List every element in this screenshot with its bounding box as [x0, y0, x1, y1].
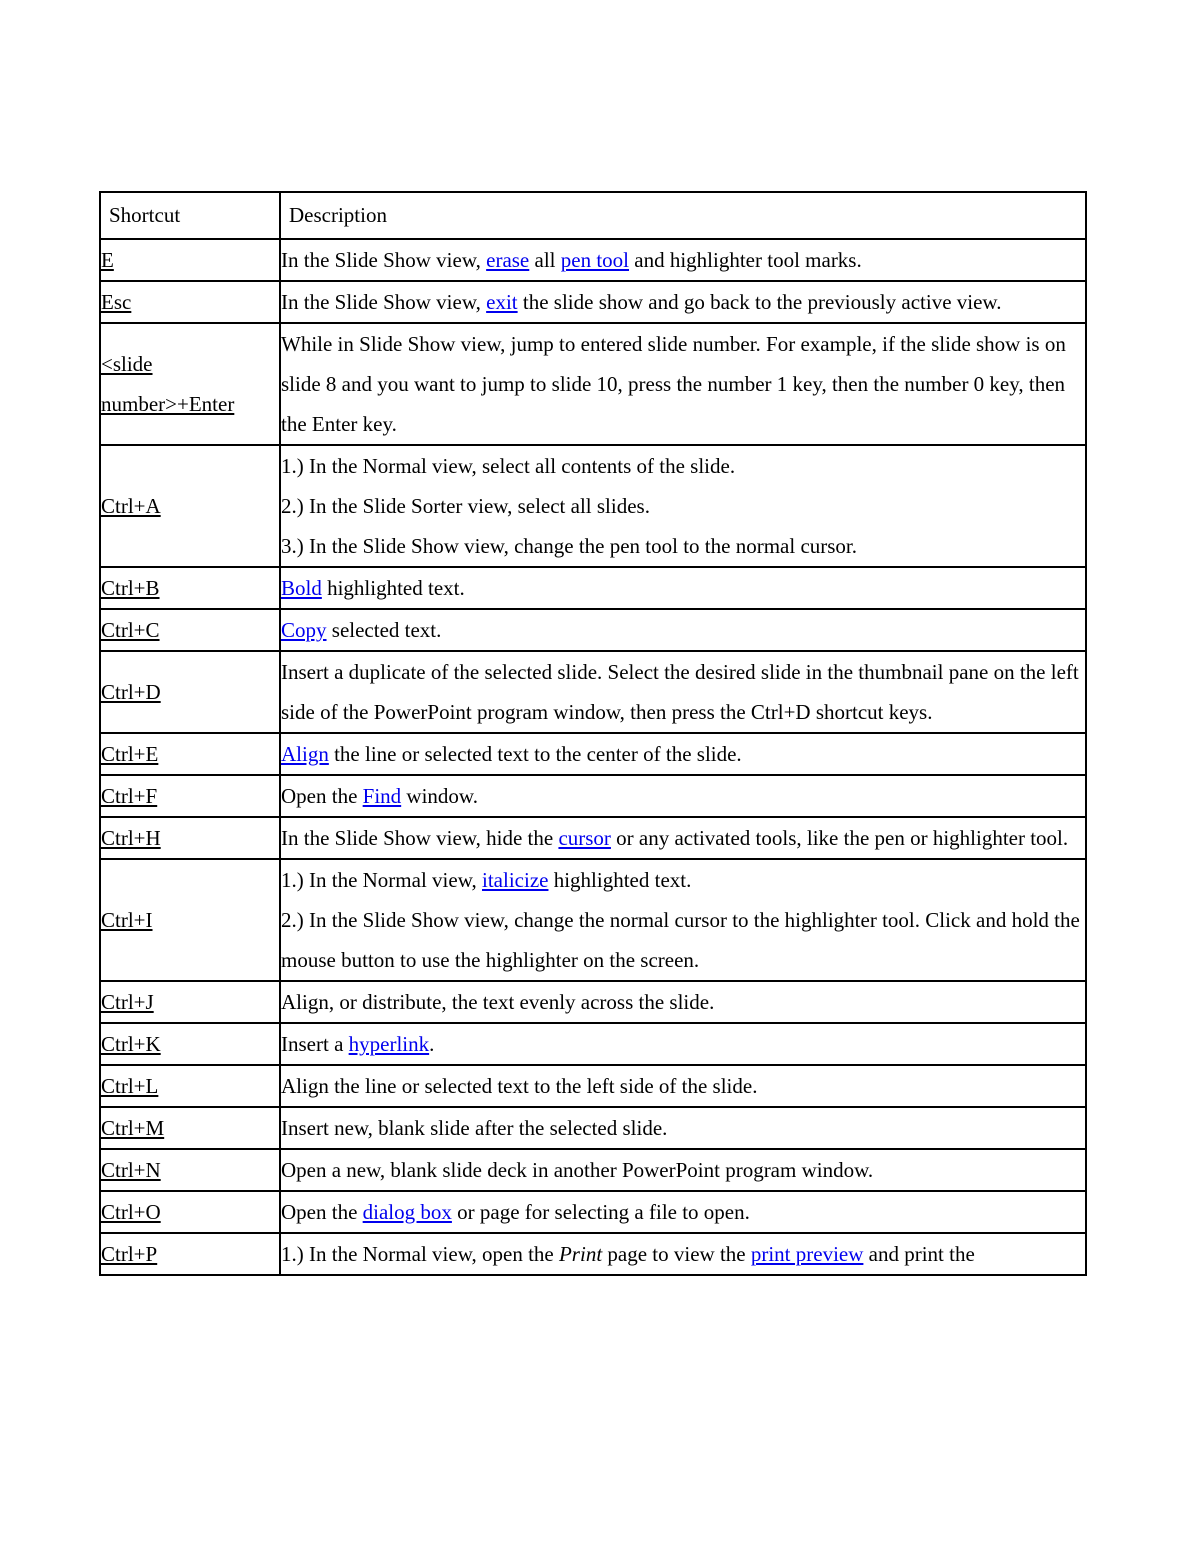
description-cell [280, 445, 1086, 567]
shortcut-cell [100, 651, 280, 733]
shortcut-key-link[interactable]: Ctrl+C [101, 618, 160, 642]
description-text: 1.) In the Normal view, select all contents of the slide. [281, 454, 736, 478]
description-link[interactable]: dialog box [362, 1200, 452, 1224]
description-line [281, 1108, 1085, 1148]
shortcut-cell [100, 609, 280, 651]
description-cell [280, 1149, 1086, 1191]
shortcut-key-link[interactable]: Ctrl+B [101, 576, 160, 600]
description-link[interactable]: Find [362, 784, 402, 808]
shortcut-cell [100, 817, 280, 859]
table-row [100, 775, 1086, 817]
table-row [100, 859, 1086, 981]
description-line [281, 282, 1085, 322]
description-text: 3.) In the Slide Show view, change the pen tool to the normal cursor. [281, 534, 858, 558]
description-link[interactable]: print preview [750, 1242, 864, 1266]
description-text: or page for selecting a file to open. [451, 1200, 750, 1224]
description-text: Open a new, blank slide deck in another PowerPoint program window. [281, 1158, 874, 1182]
description-cell [280, 859, 1086, 981]
shortcut-key-link[interactable]: Ctrl+E [101, 742, 159, 766]
shortcut-cell [100, 775, 280, 817]
table-row [100, 1065, 1086, 1107]
description-cell [280, 651, 1086, 733]
description-line [281, 1066, 1085, 1106]
description-cell [280, 1107, 1086, 1149]
description-line [281, 818, 1085, 858]
description-cell [280, 239, 1086, 281]
description-line [281, 652, 1085, 732]
description-text: Align the line or selected text to the left side of the slide. [281, 1074, 758, 1098]
table-row [100, 323, 1086, 445]
shortcut-cell [100, 281, 280, 323]
description-cell [280, 775, 1086, 817]
description-line [281, 486, 1085, 526]
description-text: and print the [863, 1242, 975, 1266]
shortcut-cell [100, 445, 280, 567]
description-emphasis: Print [558, 1242, 603, 1266]
header-description: Description [280, 192, 1086, 239]
description-text: the slide show and go back to the previously active view. [517, 290, 1002, 314]
description-text: In the Slide Show view, [281, 290, 487, 314]
description-cell [280, 323, 1086, 445]
shortcut-key-link[interactable]: <slide number>+Enter [101, 352, 235, 416]
description-cell [280, 281, 1086, 323]
shortcut-cell [100, 733, 280, 775]
description-cell [280, 1233, 1086, 1275]
description-line [281, 1234, 1085, 1274]
shortcut-key-link[interactable]: Ctrl+F [101, 784, 158, 808]
description-text: 2.) In the Slide Show view, change the normal cursor to the highlighter tool. Click and hold the mouse button to use the highlighter on the screen. [281, 908, 1080, 972]
description-text: page to view the [602, 1242, 751, 1266]
description-line [281, 776, 1085, 816]
shortcut-cell [100, 1149, 280, 1191]
header-shortcut: Shortcut [100, 192, 280, 239]
description-link[interactable]: hyperlink [348, 1032, 430, 1056]
description-link[interactable]: Copy [281, 618, 327, 642]
shortcut-key-link[interactable]: Ctrl+P [101, 1242, 158, 1266]
description-text: selected text. [326, 618, 442, 642]
description-text: Open the [281, 784, 363, 808]
table-row [100, 1191, 1086, 1233]
description-line [281, 526, 1085, 566]
description-line [281, 568, 1085, 608]
shortcut-key-link[interactable]: Ctrl+I [101, 908, 153, 932]
description-text: In the Slide Show view, hide the [281, 826, 559, 850]
description-link[interactable]: Align [281, 742, 329, 766]
table-row [100, 1023, 1086, 1065]
shortcut-cell [100, 323, 280, 445]
table-body [100, 192, 1086, 1275]
description-text: window. [401, 784, 478, 808]
table-row [100, 609, 1086, 651]
table-row [100, 567, 1086, 609]
description-text: . [429, 1032, 435, 1056]
description-line [281, 900, 1085, 980]
description-line [281, 1192, 1085, 1232]
shortcut-cell [100, 567, 280, 609]
shortcut-key-link[interactable]: Ctrl+A [101, 494, 161, 518]
shortcut-cell [100, 1065, 280, 1107]
shortcut-cell [100, 859, 280, 981]
table-row [100, 281, 1086, 323]
shortcut-key-link[interactable]: Ctrl+K [101, 1032, 161, 1056]
description-text: Insert a [281, 1032, 349, 1056]
table-row [100, 733, 1086, 775]
table-row [100, 1149, 1086, 1191]
description-cell [280, 981, 1086, 1023]
table-row [100, 1107, 1086, 1149]
description-text: Insert new, blank slide after the selected slide. [281, 1116, 668, 1140]
shortcut-key-link[interactable]: Ctrl+M [101, 1116, 165, 1140]
shortcut-key-link[interactable]: Ctrl+D [101, 680, 161, 704]
description-line [281, 982, 1085, 1022]
description-text: 1.) In the Normal view, [281, 868, 482, 892]
description-link[interactable]: italicize [482, 868, 549, 892]
shortcut-key-link[interactable]: Ctrl+N [101, 1158, 161, 1182]
description-link[interactable]: Bold [281, 576, 322, 600]
table-row [100, 445, 1086, 567]
shortcut-cell [100, 1191, 280, 1233]
description-text: Open the [281, 1200, 363, 1224]
description-text: highlighted text. [548, 868, 692, 892]
header-row [100, 192, 1086, 239]
description-line [281, 860, 1085, 900]
shortcut-key-link[interactable]: Ctrl+O [101, 1200, 161, 1224]
shortcut-key-link[interactable]: Esc [101, 290, 132, 314]
description-cell [280, 609, 1086, 651]
description-link[interactable]: pen tool [560, 248, 630, 272]
shortcut-key-link[interactable]: Ctrl+J [101, 990, 154, 1014]
shortcut-cell [100, 239, 280, 281]
shortcut-key-link[interactable]: E [101, 248, 114, 272]
description-cell [280, 817, 1086, 859]
description-text: highlighted text. [321, 576, 465, 600]
description-link[interactable]: erase [486, 248, 530, 272]
description-line [281, 1150, 1085, 1190]
table-row [100, 239, 1086, 281]
description-cell [280, 567, 1086, 609]
shortcut-cell [100, 1107, 280, 1149]
table-row [100, 817, 1086, 859]
description-text: the line or selected text to the center of the slide. [328, 742, 742, 766]
description-text: 2.) In the Slide Sorter view, select all slides. [281, 494, 650, 518]
description-cell [280, 1023, 1086, 1065]
shortcut-cell [100, 981, 280, 1023]
table-row [100, 1233, 1086, 1275]
description-line [281, 446, 1085, 486]
description-line [281, 240, 1085, 280]
description-cell [280, 1191, 1086, 1233]
description-link[interactable]: cursor [558, 826, 611, 850]
shortcut-cell [100, 1233, 280, 1275]
table-row [100, 981, 1086, 1023]
description-text: Align, or distribute, the text evenly across the slide. [281, 990, 715, 1014]
description-line [281, 610, 1085, 650]
description-text: 1.) In the Normal view, open the [281, 1242, 559, 1266]
description-text: Insert a duplicate of the selected slide. Select the desired slide in the thumbnail pane on the left side of the PowerPoint program window, then press the Ctrl+D shortcut keys. [281, 660, 1079, 724]
description-line [281, 324, 1085, 444]
description-line [281, 734, 1085, 774]
table-row [100, 651, 1086, 733]
description-line [281, 1024, 1085, 1064]
description-text: and highlighter tool marks. [629, 248, 862, 272]
description-text: In the Slide Show view, [281, 248, 487, 272]
description-text: While in Slide Show view, jump to entered slide number. For example, if the slide show is on slide 8 and you want to jump to slide 10, press the number 1 key, then the number 0 key, then the Enter key. [281, 332, 1066, 436]
description-cell [280, 733, 1086, 775]
description-text: all [529, 248, 561, 272]
shortcut-cell [100, 1023, 280, 1065]
description-link[interactable]: exit [486, 290, 518, 314]
shortcut-key-link[interactable]: Ctrl+L [101, 1074, 159, 1098]
shortcut-table [99, 191, 1087, 1276]
description-text: or any activated tools, like the pen or highlighter tool. [610, 826, 1069, 850]
shortcut-key-link[interactable]: Ctrl+H [101, 826, 161, 850]
description-cell [280, 1065, 1086, 1107]
